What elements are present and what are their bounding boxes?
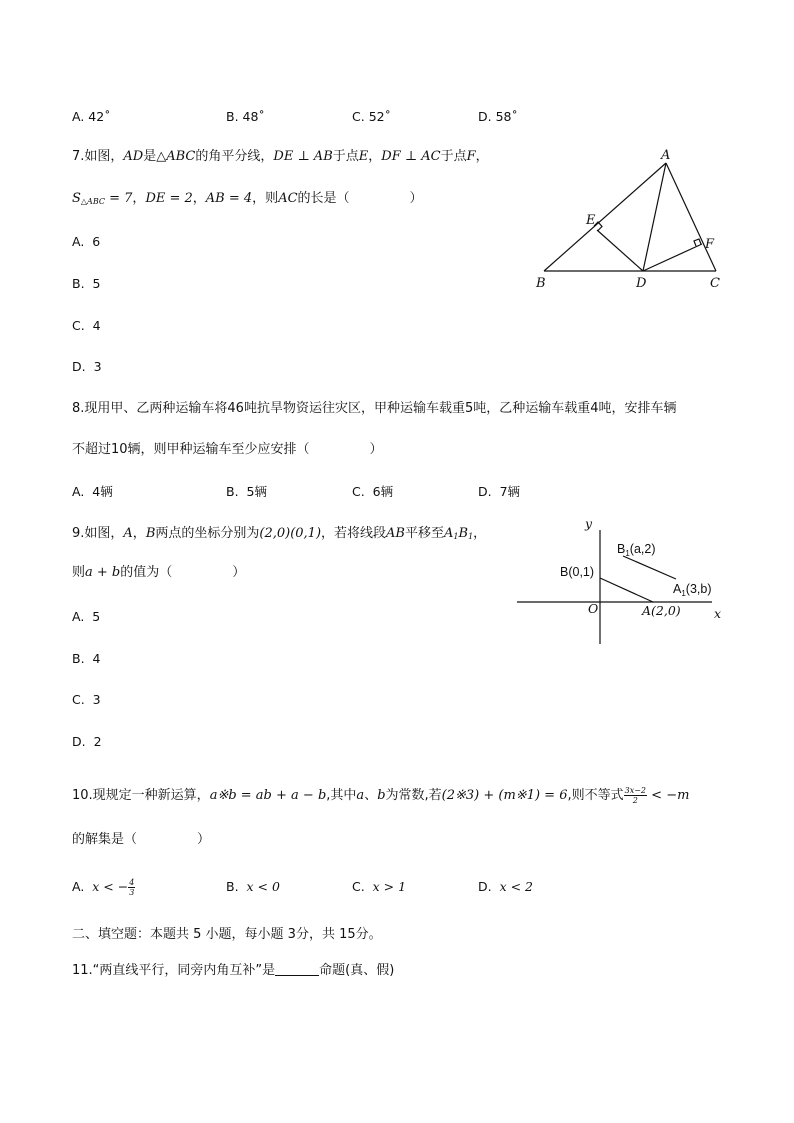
q10-stem-line2: 的解集是（ ） [72,832,211,847]
section-2-heading: 二、填空题：本题共 5 小题，每小题 3分，共 15分。 [72,927,382,942]
q10-fraction: $\frac{3x-2}{2}$ [624,786,647,805]
q6-option-c: C. 52˚ [352,109,391,124]
segment-ab [600,578,653,602]
q7-option-b: B. 5 [72,276,101,291]
label-b-point: B(0,1) [560,565,595,579]
q7-option-d: D. 3 [72,359,102,374]
segment-ab [544,163,666,271]
q9-coordinate-figure [512,512,742,648]
q6-option-b: B. 48˚ [226,109,265,124]
q9-option-a: A. 5 [72,609,101,624]
segment-ac [666,163,716,271]
label-y-axis: y [585,516,593,531]
q10-option-d: D. x < 2 [478,879,533,894]
q9-option-b: B. 4 [72,651,101,666]
q6-option-a: A. 42˚ [72,109,111,124]
label-d: D [636,276,647,291]
q9-option-d: D. 2 [72,734,102,749]
q7-option-a: A. 6 [72,234,101,249]
q10-option-a: A. x < − $\frac{4}{3}$ [72,878,135,897]
segment-a1b1 [623,556,676,579]
q9-option-c: C. 3 [72,692,101,707]
q9-stem-line2: 则a + b的值为（ ） [72,565,246,580]
q11-stem: 11.“两直线平行，同旁内角互补”是 命题(真、假) [72,963,395,978]
q9-stem-line1: 9.如图，A，B两点的坐标分别为(2,0)(0,1)，若将线段AB平移至$A_1B_1$， [72,526,487,541]
q10-option-c: C. x > 1 [352,879,407,894]
segment-de [597,230,643,271]
label-origin: O [588,601,599,616]
label-a: A [661,148,671,163]
segment-ad [643,163,666,271]
q6-option-d: D. 58˚ [478,109,518,124]
q7-option-c: C. 4 [72,318,101,333]
label-c: C [710,276,720,291]
label-b1-point: $B_1(a,2)$ [617,542,656,558]
q8-option-c: C. 6辆 [352,484,394,499]
q11-answer-blank[interactable] [275,963,319,976]
segment-df [643,244,702,271]
label-a-point: A(2,0) [642,603,681,618]
q8-option-b: B. 5辆 [226,484,267,499]
label-f: F [705,237,715,252]
q10-option-b: B. x < 0 [226,879,280,894]
q8-option-a: A. 4辆 [72,484,113,499]
label-x-axis: x [714,606,722,621]
label-e: E [586,213,596,228]
label-b: B [536,276,546,291]
q8-stem-line2: 不超过10辆，则甲种运输车至少应安排（ ） [72,442,383,457]
q8-stem-line1: 8.现用甲、乙两种运输车将46吨抗旱物资运往灾区，甲种运输车载重5吨，乙种运输车载重4吨，安排车辆 [72,401,677,416]
q8-option-d: D. 7辆 [478,484,521,499]
label-a1-point: $A_1(3,b)$ [673,582,712,598]
q7-stem-line1: 7.如图，AD是△ABC的角平分线，DE ⊥ AB于点E，DF ⊥ AC于点F， [72,149,489,164]
q7-triangle-figure [528,145,748,295]
q10-stem-line1: 10.现规定一种新运算，a※b = ab + a − b,其中a、b为常数,若(2※3) + (m※1) = 6,则不等式 $\frac{3x-2}{2}$ < −m [72,786,690,805]
q7-stem-line2: $S_{\triangle ABC} = 7$，DE = 2，AB = 4，则AC的长是（ ） [72,191,423,206]
